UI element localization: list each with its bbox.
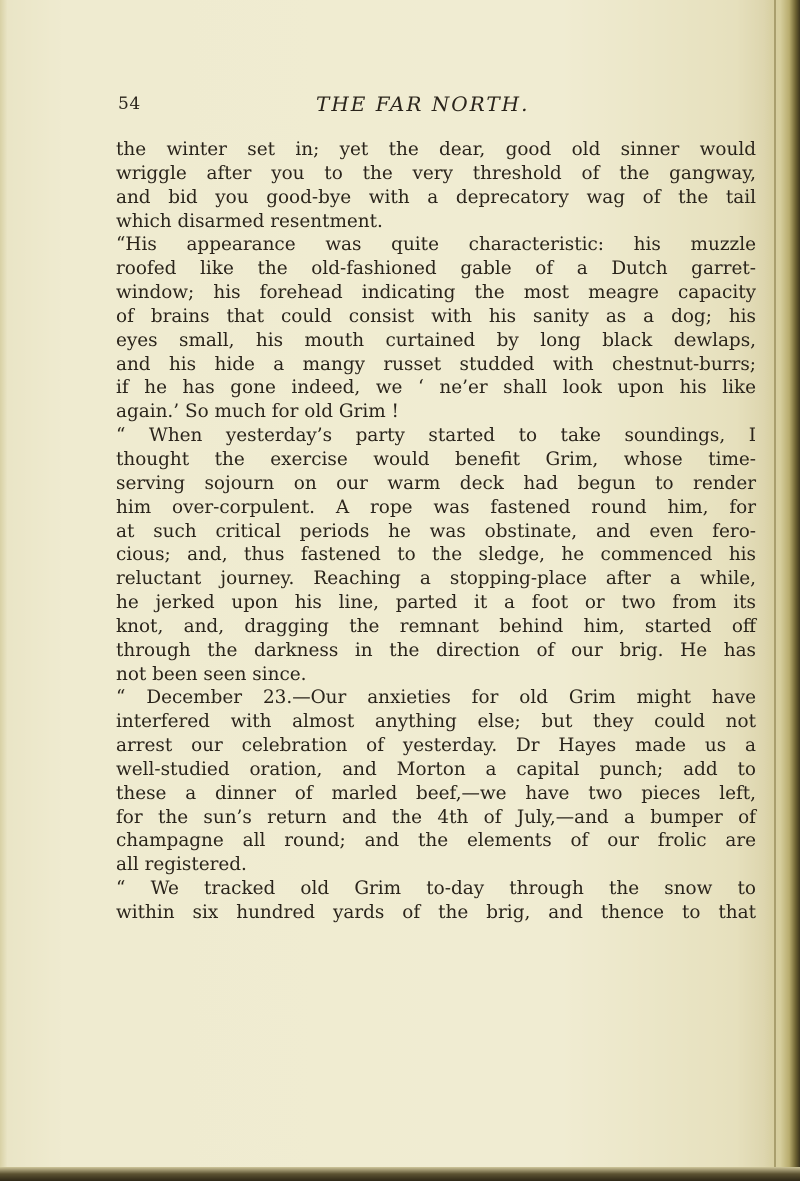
text-line: and his hide a mangy russet studded with chestnut-burrs;: [116, 353, 756, 375]
page-number: 54: [118, 94, 141, 114]
text-line: well-studied oration, and Morton a capital punch; add to: [116, 758, 756, 780]
text-line: interfered with almost anything else; but they could not: [116, 711, 756, 733]
text-line: again.’ So much for old Grim !: [116, 401, 399, 423]
text-line: through the darkness in the direction of our brig. He has: [116, 639, 756, 661]
page-bottom-edge: [0, 1167, 800, 1181]
text-line: “ We tracked old Grim to-day through the snow to: [116, 878, 756, 900]
text-line: knot, and, dragging the remnant behind him, started off: [116, 615, 756, 637]
text-line: he jerked upon his line, parted it a foot or two from its: [116, 592, 756, 614]
text-line: him over-corpulent. A rope was fastened round him, for: [116, 496, 756, 518]
text-line: not been seen since.: [116, 663, 307, 685]
page-edge-shadow: [764, 0, 800, 1181]
text-line: at such critical periods he was obstinate, and even fero-: [116, 520, 756, 542]
text-line: if he has gone indeed, we ‘ ne’er shall look upon his like: [116, 377, 756, 399]
text-line: within six hundred yards of the brig, and thence to that: [116, 902, 756, 923]
page-edge-line: [774, 0, 776, 1181]
text-line: these a dinner of marled beef,—we have two pieces left,: [116, 782, 756, 804]
text-line: all registered.: [116, 854, 247, 876]
text-line: the winter set in; yet the dear, good old sinner would: [116, 139, 756, 160]
text-line: serving sojourn on our warm deck had begun to render: [116, 472, 756, 494]
text-line: roofed like the old-fashioned gable of a Dutch garret-: [116, 258, 756, 280]
text-line: “His appearance was quite characteristic: his muzzle: [116, 234, 756, 256]
text-line: “ When yesterday’s party started to take soundings, I: [116, 425, 756, 447]
text-line: and bid you good-bye with a deprecatory wag of the tail: [116, 186, 756, 208]
text-line: which disarmed resentment.: [116, 210, 383, 232]
text-line: cious; and, thus fastened to the sledge, he commenced his: [116, 544, 756, 566]
text-line: window; his forehead indicating the most meagre capacity: [116, 282, 756, 304]
text-line: of brains that could consist with his sanity as a dog; his: [116, 305, 756, 327]
text-line: champagne all round; and the elements of our frolic are: [116, 830, 756, 852]
text-line: for the sun’s return and the 4th of July,—and a bumper of: [116, 806, 756, 828]
text-line: wriggle after you to the very threshold of the gangway,: [116, 162, 756, 184]
text-line: “ December 23.—Our anxieties for old Grim might have: [116, 687, 756, 709]
running-title: THE FAR NORTH.: [316, 92, 530, 116]
text-line: reluctant journey. Reaching a stopping-place after a while,: [116, 568, 756, 590]
text-line: eyes small, his mouth curtained by long black dewlaps,: [116, 329, 756, 351]
text-line: thought the exercise would benefit Grim, whose time-: [116, 448, 756, 470]
body-text: [116, 138, 756, 925]
page-gutter: [0, 0, 8, 1181]
text-line: arrest our celebration of yesterday. Dr Hayes made us a: [116, 735, 756, 757]
